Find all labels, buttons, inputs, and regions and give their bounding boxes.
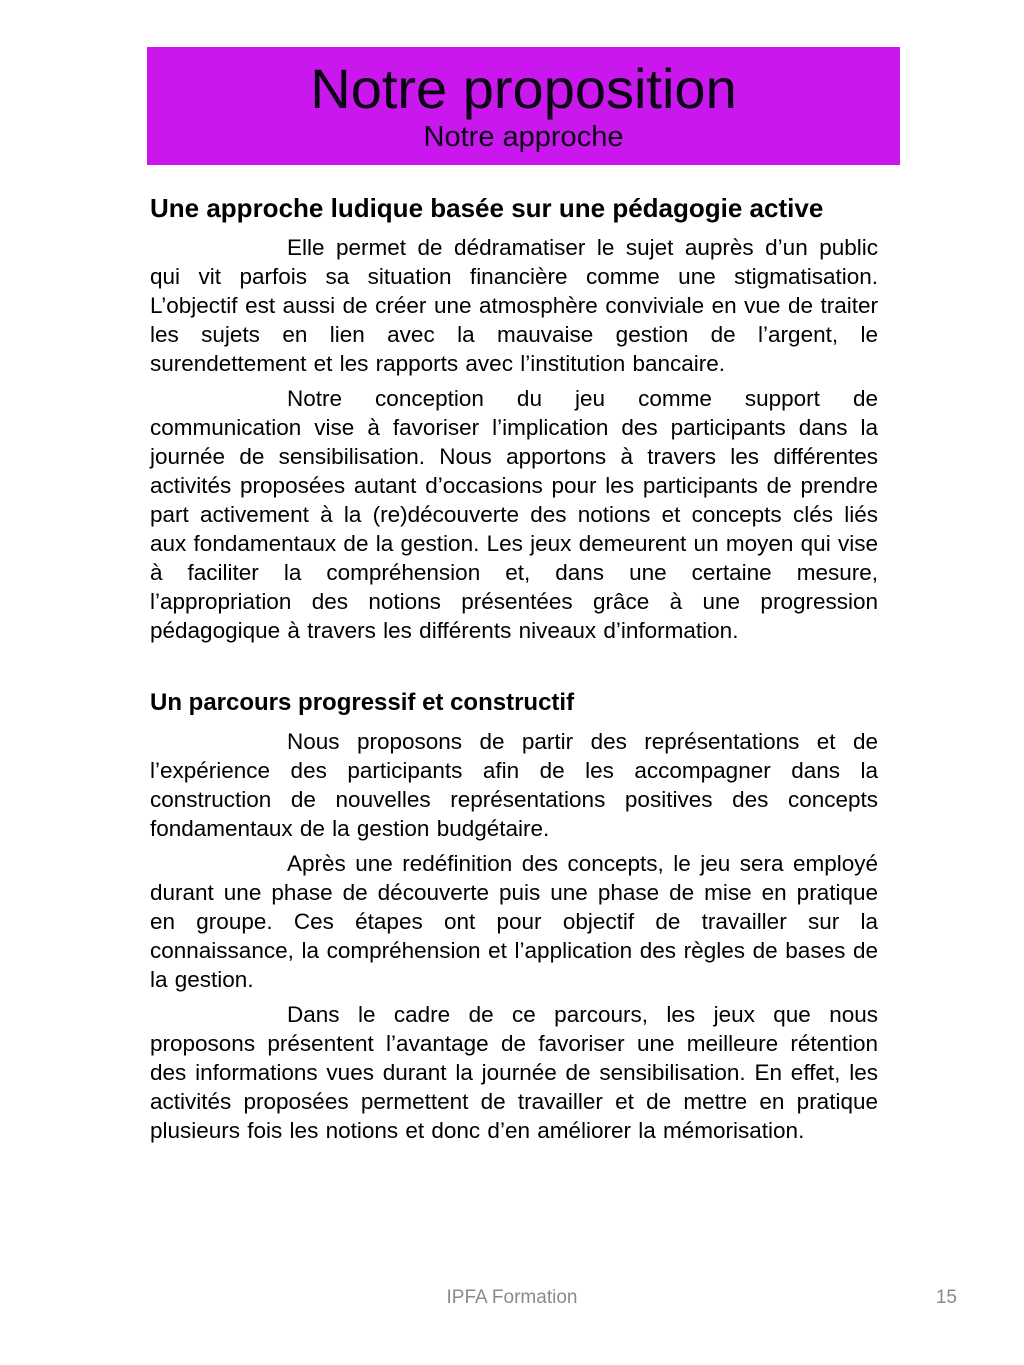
paragraph: Nous proposons de partir des représentations et de l’expérience des participants afin de les accompagner dans la construction de nouvelles représentations positives des concepts fondamentaux de la gestion budgétaire. bbox=[150, 729, 878, 841]
paragraph: Dans le cadre de ce parcours, les jeux que nous proposons présentent l’avantage de favoriser une meilleure rétention des informations vues durant la journée de sensibilisation. En effet, les activités proposées permettent de travailler et de mettre en pratique plusieurs fois les notions et donc d’en améliorer la mémorisation. bbox=[150, 1002, 878, 1143]
section-heading-parcours-progressif: Un parcours progressif et constructif bbox=[150, 689, 575, 716]
paragraph: Elle permet de dédramatiser le sujet auprès d’un public qui vit parfois sa situation financière comme une stigmatisation. L’objectif est aussi de créer une atmosphère conviviale en vue de traiter les sujets en lien avec la mauvaise gestion de l’argent, le surendettement et les rapports avec l’institution bancaire. bbox=[150, 235, 878, 376]
slide-footer bbox=[0, 1286, 1024, 1310]
page-number: 15 bbox=[935, 1287, 957, 1308]
slide-body bbox=[150, 192, 878, 1151]
section-heading-approche-ludique: Une approche ludique basée sur une pédagogie active bbox=[150, 193, 824, 223]
slide-subtitle: Notre approche bbox=[423, 120, 624, 153]
paragraph: Après une redéfinition des concepts, le jeu sera employé durant une phase de découverte puis une phase de mise en pratique en groupe. Ces étapes ont pour objectif de travailler sur la connaissance, la compréhension et l’application des règles de bases de la gestion. bbox=[150, 851, 878, 992]
slide-header-band bbox=[147, 47, 900, 165]
footer-text: IPFA Formation bbox=[446, 1287, 578, 1308]
slide-title: Notre proposition bbox=[310, 56, 737, 120]
paragraph: Notre conception du jeu comme support de communication vise à favoriser l’implication des participants dans la journée de sensibilisation. Nous apportons à travers les différentes activités proposées autant d’occasions pour les participants de prendre part activement à la (re)découverte des notions et concepts clés liés aux fondamentaux de la gestion. Les jeux demeurent un moyen qui vise à faciliter la compréhension et, dans une certaine mesure, l’appropriation des notions présentées grâce à une progression pédagogique à travers les différents niveaux d’information. bbox=[150, 386, 878, 643]
